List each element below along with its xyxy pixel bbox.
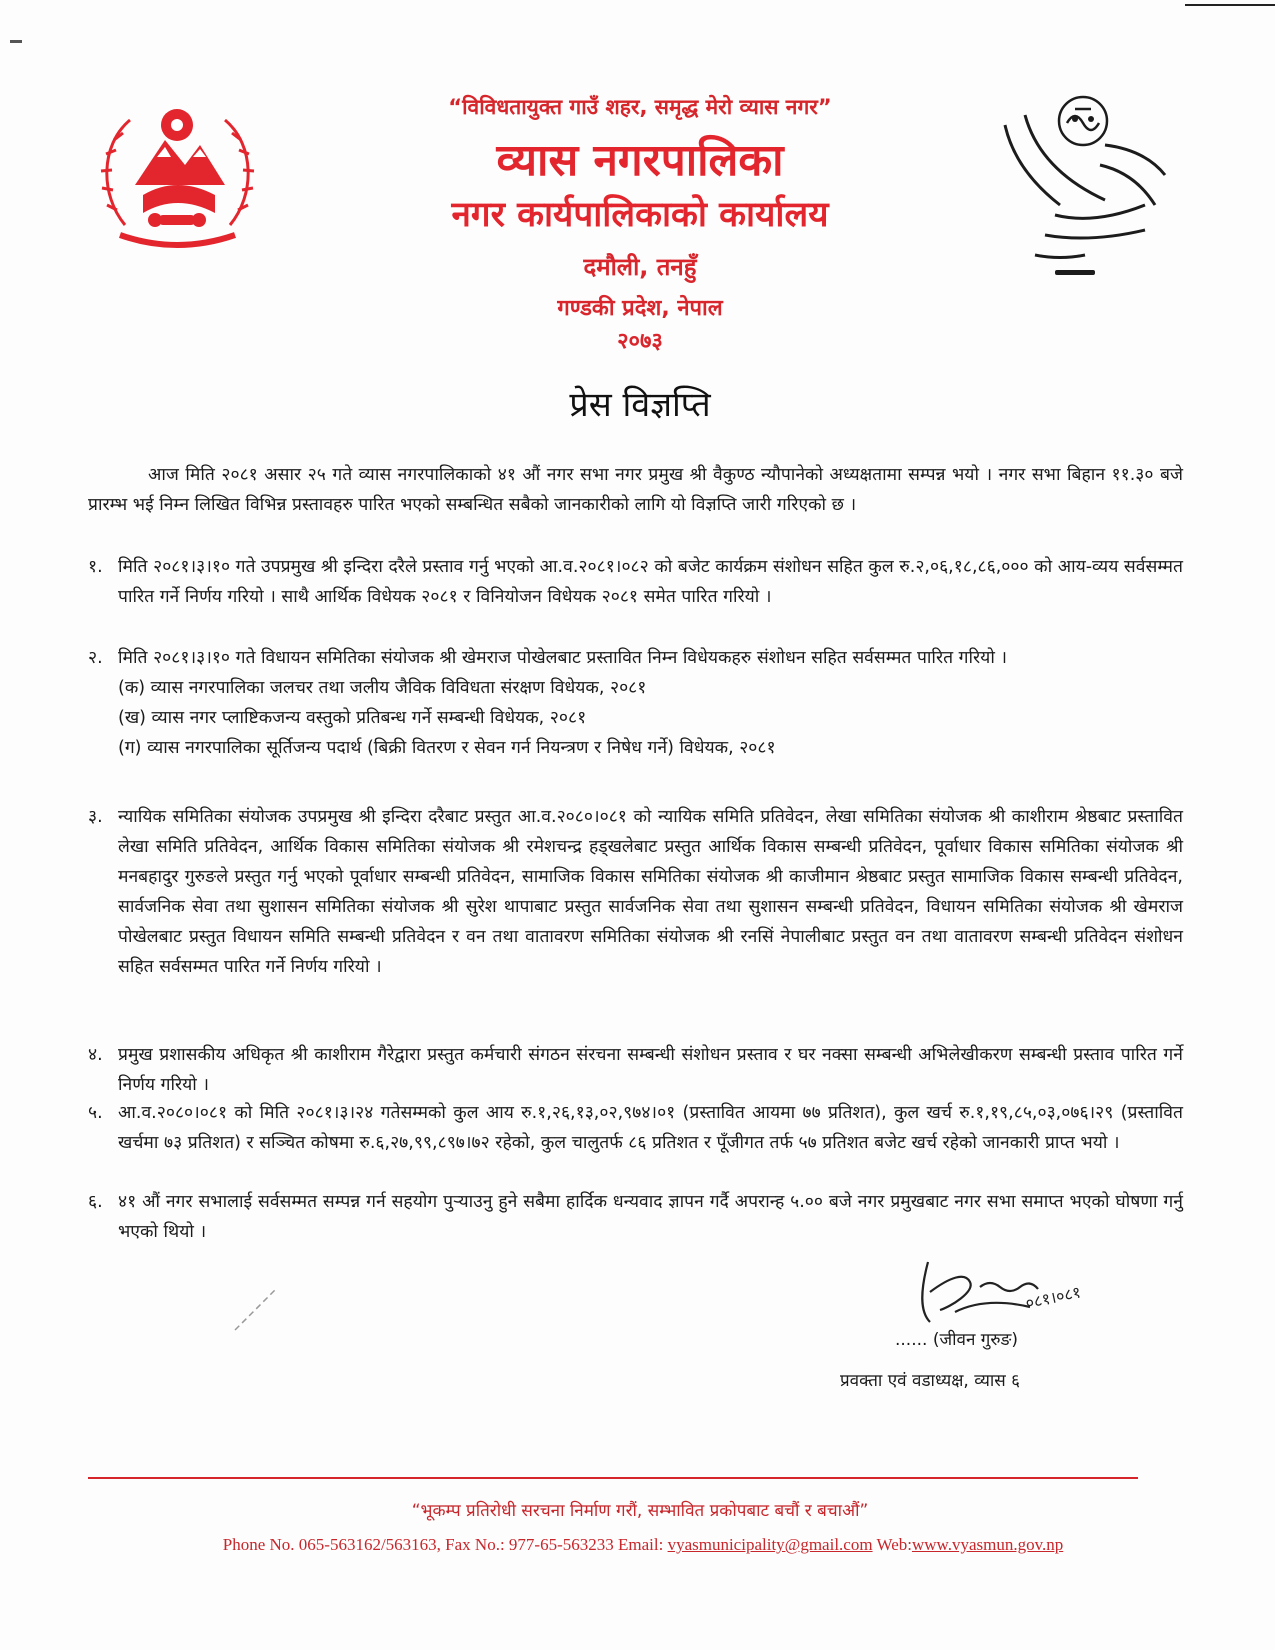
- footer-fax: Fax No.: 977-65-563233: [445, 1535, 614, 1554]
- intro-paragraph: आज मिति २०८१ असार २५ गते व्यास नगरपालिकाको ४१ औं नगर सभा नगर प्रमुख श्री वैकुण्ठ न्यौपानेको अध्यक्षतामा सम्पन्न भयो । नगर सभा बिहान ११.३० बजे प्रारम्भ भई निम्न लिखित विभिन्न प्रस्तावहरु पारित भएको सम्बन्धित सबैको जानकारीको लागि यो विज्ञप्ति जारी गरिएको छ ।: [88, 465, 1183, 515]
- signatory-name-text: (जीवन गुरुङ): [932, 1330, 1018, 1350]
- list-item: [88, 802, 1183, 982]
- footer-email-label: Email:: [618, 1535, 664, 1554]
- item-text: मिति २०८१।३।१० गते उपप्रमुख श्री इन्दिरा दरैले प्रस्ताव गर्नु भएको आ.व.२०८१।०८२ को बजेट कार्यक्रम संशोधन सहित कुल रु.२,०६,१८,८६,००० को आय-व्यय सर्वसम्मत पारित गर्ने निर्णय गरियो । साथै आर्थिक विधेयक २०८१ र विनियोजन विधेयक २०८१ समेत पारित गरियो ।: [118, 557, 1183, 607]
- document-title: प्रेस विज्ञप्ति: [569, 385, 711, 425]
- stray-pen-mark: [230, 1285, 280, 1335]
- signatory-name: [895, 1327, 1018, 1350]
- footer-web-link[interactable]: www.vyasmun.gov.np: [911, 1535, 1064, 1554]
- item-number: ४.: [88, 1045, 103, 1065]
- address-line-1: दमौली, तनहुँ: [583, 253, 697, 281]
- footer-divider: [88, 1477, 1138, 1479]
- item-text: आ.व.२०८०।०८१ को मिति २०८१।३।२४ गतेसम्मको कुल आय रु.१,२६,१३,०२,९७४।०१ (प्रस्तावित आयमा ७७ प्रतिशत), कुल खर्च रु.१,१९,८५,०३,०७६।२९ (प्रस्तावित खर्चमा ७३ प्रतिशत) र सञ्चित कोषमा रु.६,२७,९९,८९७।७२ रहेको, कुल चालुतर्फ ८६ प्रतिशत र पूँजीगत तर्फ ५७ प्रतिशत बजेट खर्च रहेको जानकारी प्राप्त भयो ।: [118, 1103, 1183, 1153]
- scan-edge-mark: [1185, 4, 1275, 6]
- signature-date: ०८१।०८१: [1023, 1282, 1083, 1313]
- item-number: ३.: [88, 807, 103, 827]
- item-text: ४१ औं नगर सभालाई सर्वसम्मत सम्पन्न गर्न सहयोग पुऱ्याउनु हुने सबैमा हार्दिक धन्यवाद ज्ञापन गर्दै अपरान्ह ५.०० बजे नगर प्रमुखबाट नगर सभा समाप्त भएको घोषणा गर्नु भएको थियो ।: [118, 1192, 1183, 1242]
- list-item: [88, 1187, 1183, 1247]
- item-number: २.: [88, 648, 103, 668]
- footer-phone: Phone No. 065-563162/563163,: [222, 1535, 441, 1554]
- organization-name: व्यास नगरपालिका: [496, 135, 784, 186]
- establishment-year: २०७३: [617, 329, 663, 354]
- scan-mark: [10, 40, 22, 43]
- list-item: [88, 643, 1183, 763]
- item-text: प्रमुख प्रशासकीय अधिकृत श्री काशीराम गैरेद्वारा प्रस्तुत कर्मचारी संगठन संरचना सम्बन्धी संशोधन प्रस्ताव र घर नक्सा सम्बन्धी अभिलेखीकरण सम्बन्धी प्रस्ताव पारित गर्ने निर्णय गरियो ।: [118, 1045, 1183, 1095]
- letterhead-slogan: “विविधतायुक्त गाउँ शहर, समृद्ध मेरो व्यास नगर”: [448, 95, 832, 119]
- list-item: [88, 1040, 1183, 1100]
- list-item: [88, 552, 1183, 612]
- sub-item: (ग) व्यास नगरपालिका सूर्तिजन्य पदार्थ (बिक्री वितरण र सेवन गर्न नियन्त्रण र निषेध गर्ने) विधेयक, २०८१: [118, 738, 776, 758]
- item-number: ५.: [88, 1103, 103, 1123]
- item-text: न्यायिक समितिका संयोजक उपप्रमुख श्री इन्दिरा दरैबाट प्रस्तुत आ.व.२०८०।०८१ को न्यायिक समिति प्रतिवेदन, लेखा समितिका संयोजक श्री काशीराम श्रेष्ठबाट प्रस्तावित लेखा समिति प्रतिवेदन, आर्थिक विकास समितिका संयोजक श्री रमेशचन्द्र हड्खलेबाट प्रस्तुत आर्थिक विकास सम्बन्धी प्रतिवेदन, पूर्वाधार विकास समितिका संयोजक श्री मनबहादुर गुरुङले प्रस्तुत गर्नु भएको पूर्वाधार सम्बन्धी प्रतिवेदन, सामाजिक विकास समितिका संयोजक श्री काजीमान श्रेष्ठबाट प्रस्तुत सामाजिक विकास सम्बन्धी प्रतिवेदन, सार्वजनिक सेवा तथा सुशासन समितिका संयोजक श्री सुरेश थापाबाट प्रस्तुत सार्वजनिक सेवा तथा सुशासन सम्बन्धी प्रतिवेदन, विधायन समितिका संयोजक श्री खेमराज पोखेलबाट प्रस्तुत विधायन समिति सम्बन्धी प्रतिवेदन र वन तथा वातावरण समितिका संयोजक श्री रनसिं नेपालीबाट प्रस्तुत वन तथा वातावरण सम्बन्धी प्रतिवेदन संशोधन सहित सर्वसम्मत पारित गर्ने निर्णय गरियो ।: [118, 807, 1183, 977]
- municipality-office-seal-icon: [985, 85, 1180, 290]
- nepal-government-emblem-icon: [95, 95, 260, 255]
- office-name: नगर कार्यपालिकाको कार्यालय: [451, 195, 829, 235]
- item-number: ६.: [88, 1192, 103, 1212]
- footer-web-label: Web:: [876, 1535, 912, 1554]
- sub-item: (क) व्यास नगरपालिका जलचर तथा जलीय जैविक विविधता संरक्षण विधेयक, २०८१: [118, 678, 647, 698]
- address-line-2: गण्डकी प्रदेश, नेपाल: [557, 296, 723, 321]
- signature-dots: ......: [895, 1330, 928, 1350]
- item-number: १.: [88, 557, 103, 577]
- footer-slogan: “भूकम्प प्रतिरोधी सरचना निर्माण गरौं, सम्भावित प्रकोपबाट बचौं र बचाऔं”: [411, 1501, 869, 1521]
- item-text: मिति २०८१।३।१० गते विधायन समितिका संयोजक श्री खेमराज पोखेलबाट प्रस्तावित निम्न विधेयकहरु संशोधन सहित सर्वसम्मत पारित गरियो ।: [118, 648, 1008, 668]
- list-item: [88, 1098, 1183, 1158]
- signatory-designation: प्रवक्ता एवं वडाध्यक्ष, व्यास ६: [840, 1371, 1021, 1391]
- footer-email-link[interactable]: vyasmunicipality@gmail.com: [667, 1535, 873, 1554]
- footer-contact-line: [88, 1535, 1198, 1555]
- sub-item: (ख) व्यास नगर प्लाष्टिकजन्य वस्तुको प्रतिबन्ध गर्ने सम्बन्धी विधेयक, २०८१: [118, 708, 587, 728]
